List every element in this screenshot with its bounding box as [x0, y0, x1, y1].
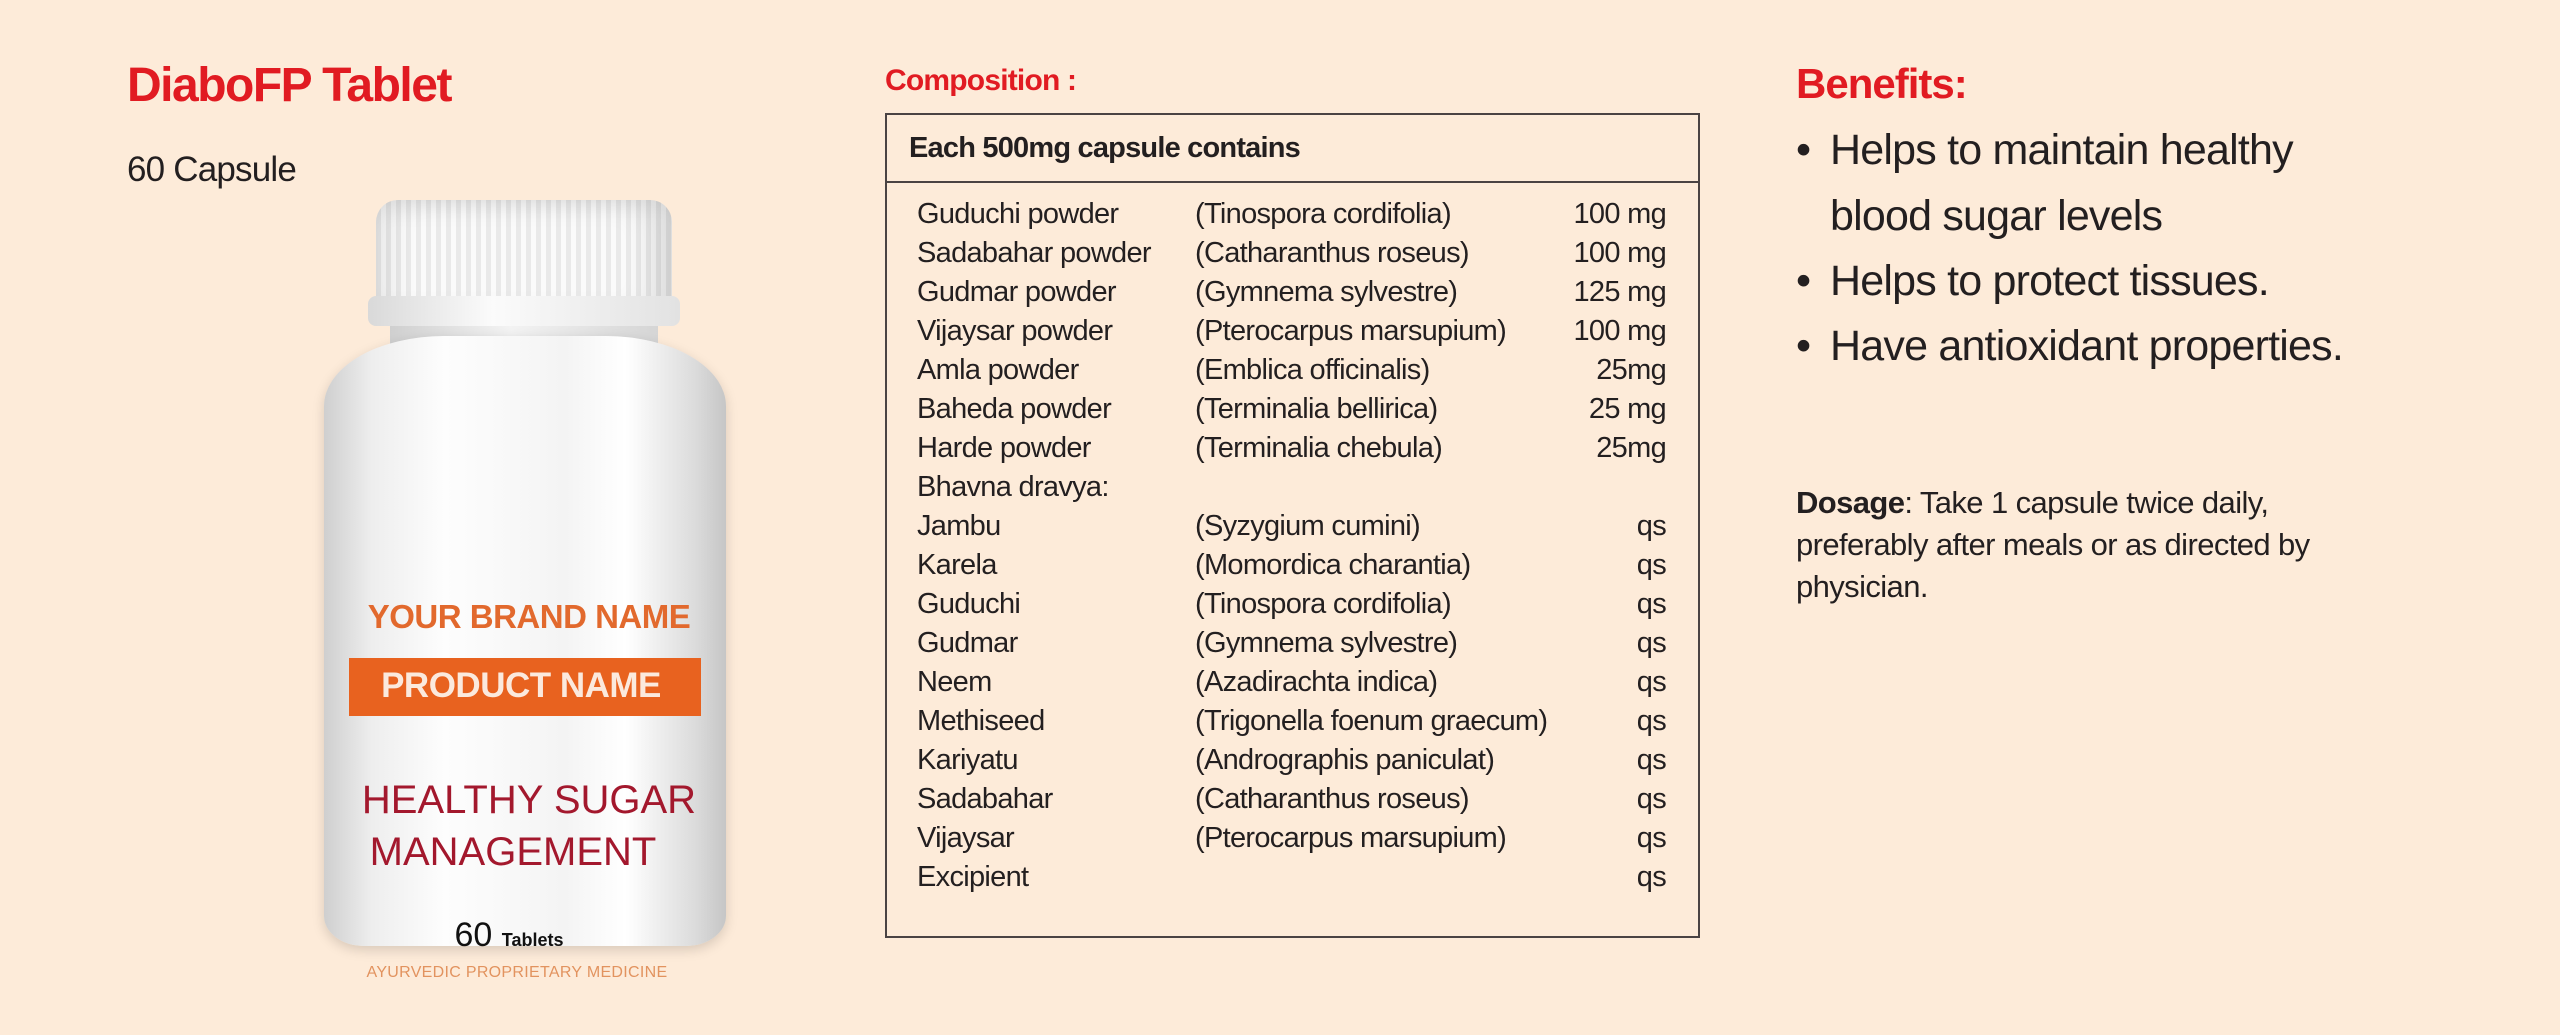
ingredient-quantity: 25mg	[1596, 432, 1666, 464]
ingredient-quantity: 25 mg	[1588, 393, 1666, 425]
ingredient-name: Gudmar	[917, 627, 1018, 659]
composition-row	[887, 237, 1698, 276]
ingredient-name: Jambu	[917, 510, 1001, 542]
product-bottle-image	[320, 196, 730, 981]
ingredient-quantity: qs	[1636, 705, 1666, 737]
ingredient-quantity: qs	[1636, 822, 1666, 854]
ingredient-name: Sadabahar	[917, 783, 1053, 815]
dosage-text	[1796, 482, 2396, 608]
ingredient-quantity: 100 mg	[1573, 237, 1666, 269]
ingredient-name: Gudmar powder	[917, 276, 1116, 308]
benefit-item-continued	[1830, 192, 2162, 241]
composition-row	[887, 276, 1698, 315]
bottle-tagline-2: MANAGEMENT	[369, 830, 657, 874]
ingredient-latin-name: (Tinospora cordifolia)	[1195, 198, 1451, 230]
ingredient-quantity: 100 mg	[1573, 198, 1666, 230]
ingredient-quantity: qs	[1636, 627, 1666, 659]
ingredient-name: Neem	[917, 666, 992, 698]
bullet-icon: •	[1796, 257, 1811, 305]
bottle-count	[304, 916, 714, 955]
composition-row	[887, 783, 1698, 822]
benefit-item	[1796, 126, 2293, 175]
composition-title: Composition :	[885, 64, 1077, 97]
ingredient-name: Vijaysar powder	[917, 315, 1113, 347]
ingredient-quantity: qs	[1636, 549, 1666, 581]
ingredient-name: Vijaysar	[917, 822, 1015, 854]
product-title: DiaboFP Tablet	[127, 59, 451, 112]
composition-row	[887, 705, 1698, 744]
composition-row	[887, 198, 1698, 237]
ingredient-latin-name: (Terminalia bellirica)	[1195, 393, 1438, 425]
benefits-title: Benefits:	[1796, 60, 1967, 107]
ingredient-latin-name: (Momordica charantia)	[1195, 549, 1471, 581]
ingredient-quantity: 125 mg	[1573, 276, 1666, 308]
ingredient-latin-name: (Catharanthus roseus)	[1195, 783, 1469, 815]
ingredient-name: Baheda powder	[917, 393, 1112, 425]
ingredient-latin-name: (Emblica officinalis)	[1195, 354, 1430, 386]
dosage-instructions: : Take 1 capsule twice daily, preferably after meals or as directed by physician.	[1796, 485, 2310, 604]
bottle-body	[324, 336, 726, 981]
ingredient-quantity: qs	[1636, 588, 1666, 620]
benefit-text: Helps to protect tissues.	[1830, 257, 2269, 305]
composition-row	[887, 354, 1698, 393]
product-subtitle: 60 Capsule	[127, 150, 297, 189]
composition-row	[887, 315, 1698, 354]
ingredient-latin-name: (Azadirachta indica)	[1195, 666, 1438, 698]
ingredient-quantity: qs	[1636, 744, 1666, 776]
composition-row	[887, 666, 1698, 705]
composition-row	[887, 861, 1698, 900]
ingredient-latin-name: (Terminalia chebula)	[1195, 432, 1443, 464]
benefit-text: blood sugar levels	[1830, 192, 2163, 240]
benefit-text: Have antioxidant properties.	[1830, 322, 2344, 370]
ingredient-name: Karela	[917, 549, 997, 581]
composition-row	[887, 510, 1698, 549]
ingredient-quantity: qs	[1636, 783, 1666, 815]
ingredient-name: Harde powder	[917, 432, 1091, 464]
ingredient-latin-name: (Pterocarpus marsupium)	[1195, 822, 1507, 854]
composition-header-text: Each 500mg capsule contains	[909, 132, 1301, 164]
bottle-cap-ring	[368, 296, 680, 326]
ingredient-latin-name: (Trigonella foenum graecum)	[1195, 705, 1548, 737]
composition-row	[887, 744, 1698, 783]
composition-row	[887, 588, 1698, 627]
ingredient-quantity: qs	[1636, 666, 1666, 698]
composition-table	[885, 113, 1700, 938]
bottle-brand-name: YOUR BRAND NAME	[367, 598, 691, 635]
ingredient-quantity: qs	[1636, 861, 1666, 893]
composition-row	[887, 471, 1698, 510]
bottle-count-number: 60	[454, 916, 493, 954]
ingredient-name: Sadabahar powder	[917, 237, 1151, 269]
ingredient-latin-name: (Gymnema sylvestre)	[1195, 276, 1458, 308]
ingredient-name: Guduchi powder	[917, 198, 1119, 230]
composition-row	[887, 393, 1698, 432]
ingredient-latin-name: (Gymnema sylvestre)	[1195, 627, 1458, 659]
bullet-icon: •	[1796, 322, 1811, 370]
bottle-category: AYURVEDIC PROPRIETARY MEDICINE	[366, 964, 668, 981]
ingredient-latin-name: (Catharanthus roseus)	[1195, 237, 1469, 269]
ingredient-latin-name: (Syzygium cumini)	[1195, 510, 1420, 542]
ingredient-name: Bhavna dravya:	[917, 471, 1109, 503]
ingredient-name: Excipient	[917, 861, 1029, 893]
benefit-text: Helps to maintain healthy	[1830, 126, 2293, 174]
dosage-label: Dosage	[1796, 485, 1905, 520]
ingredient-latin-name: (Tinospora cordifolia)	[1195, 588, 1451, 620]
ingredient-name: Methiseed	[917, 705, 1045, 737]
benefit-item	[1796, 322, 2343, 371]
composition-row	[887, 822, 1698, 861]
ingredient-quantity: 100 mg	[1573, 315, 1666, 347]
bottle-product-name: PRODUCT NAME	[381, 666, 661, 705]
ingredient-latin-name: (Andrographis paniculat)	[1195, 744, 1495, 776]
bullet-icon: •	[1796, 126, 1811, 174]
ingredient-latin-name: (Pterocarpus marsupium)	[1195, 315, 1507, 347]
benefit-item	[1796, 257, 2269, 306]
bottle-tagline-1: HEALTHY SUGAR	[361, 778, 697, 822]
ingredient-name: Guduchi	[917, 588, 1021, 620]
ingredient-quantity: qs	[1636, 510, 1666, 542]
composition-row	[887, 432, 1698, 471]
bottle-count-unit: Tablets	[501, 930, 564, 950]
composition-header	[887, 115, 1698, 183]
ingredient-quantity: 25mg	[1596, 354, 1666, 386]
ingredient-name: Kariyatu	[917, 744, 1018, 776]
composition-row	[887, 549, 1698, 588]
composition-row	[887, 627, 1698, 666]
ingredient-name: Amla powder	[917, 354, 1079, 386]
